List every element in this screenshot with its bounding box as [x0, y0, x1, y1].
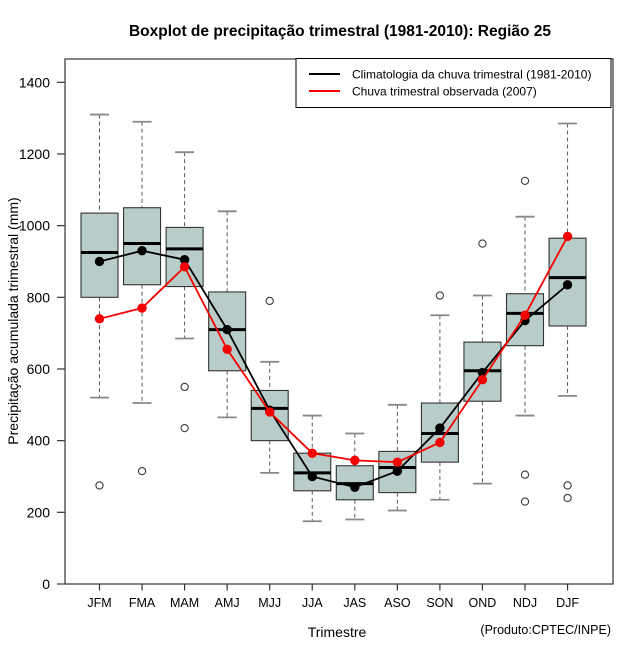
boxplot-AMJ [209, 211, 246, 417]
y-tick-label: 800 [26, 289, 50, 306]
outlier-point [181, 425, 188, 432]
legend-item-label: Chuva trimestral observada (2007) [352, 84, 537, 99]
x-axis-title: Trimestre [307, 624, 367, 640]
boxplot-JJA [294, 416, 331, 522]
x-tick-label: AMJ [214, 596, 240, 610]
series-point [266, 408, 274, 416]
boxplot-SON [421, 292, 458, 500]
x-tick-label: DJF [556, 596, 580, 610]
x-tick-label: MAM [170, 596, 200, 610]
legend-box [296, 59, 611, 108]
iqr-box [81, 213, 118, 297]
outlier-point [138, 468, 145, 475]
series-point [393, 467, 401, 475]
series-point [308, 472, 316, 480]
legend-item-label: Climatologia da chuva trimestral (1981-2010) [352, 67, 592, 82]
y-tick-label: 600 [26, 360, 50, 377]
series-point [308, 449, 316, 457]
x-tick-label: OND [468, 596, 497, 610]
boxplot-JAS [336, 433, 373, 519]
boxplot-DJF [549, 124, 586, 502]
outlier-point [479, 240, 486, 247]
y-tick-label: 1200 [18, 145, 50, 162]
series-point [521, 311, 529, 319]
y-tick-label: 1400 [18, 74, 50, 91]
chart-title: Boxplot de precipitação trimestral (1981-2010): Região 25 [128, 23, 552, 40]
y-tick-label: 200 [26, 504, 50, 521]
outlier-point [564, 494, 571, 501]
y-tick-label: 0 [42, 576, 50, 592]
series-point [393, 458, 401, 466]
boxplot-JFM [81, 115, 118, 490]
footnote: (Produto:CPTEC/INPE) [480, 623, 611, 637]
x-tick-label: SON [426, 596, 454, 610]
outlier-point [564, 482, 571, 489]
outlier-point [521, 177, 528, 184]
outlier-point [96, 482, 103, 489]
outlier-point [436, 292, 443, 299]
series-point [436, 424, 444, 432]
series-point [223, 345, 231, 353]
series-point [436, 438, 444, 446]
boxplot-OND [464, 240, 501, 484]
series-point [180, 263, 188, 271]
x-tick-label: JAS [343, 596, 367, 610]
series-point [138, 304, 146, 312]
outlier-point [266, 297, 273, 304]
boxplot-series [81, 115, 586, 522]
x-tick-label: JFM [87, 596, 112, 610]
series-point [563, 281, 571, 289]
outlier-point [181, 383, 188, 390]
boxplot-FMA [124, 122, 161, 475]
legend [296, 59, 611, 108]
y-axis-title: Precipitação acumulada trimestral (mm) [5, 197, 21, 445]
outlier-point [521, 498, 528, 505]
y-tick-label: 1000 [18, 217, 50, 234]
x-tick-label: JJA [301, 596, 323, 610]
series-point [95, 257, 103, 265]
x-tick-label: MJJ [258, 596, 282, 610]
x-tick-label: FMA [128, 596, 156, 610]
x-tick-label: ASO [384, 596, 411, 610]
boxplot-NDJ [507, 177, 544, 505]
series-point [563, 232, 571, 240]
series-point [95, 315, 103, 323]
series-point [351, 483, 359, 491]
series-point [223, 325, 231, 333]
series-point [351, 456, 359, 464]
outlier-point [521, 471, 528, 478]
series-point [478, 376, 486, 384]
y-tick-label: 400 [26, 432, 50, 449]
x-tick-label: NDJ [512, 596, 538, 610]
series-point [138, 247, 146, 255]
